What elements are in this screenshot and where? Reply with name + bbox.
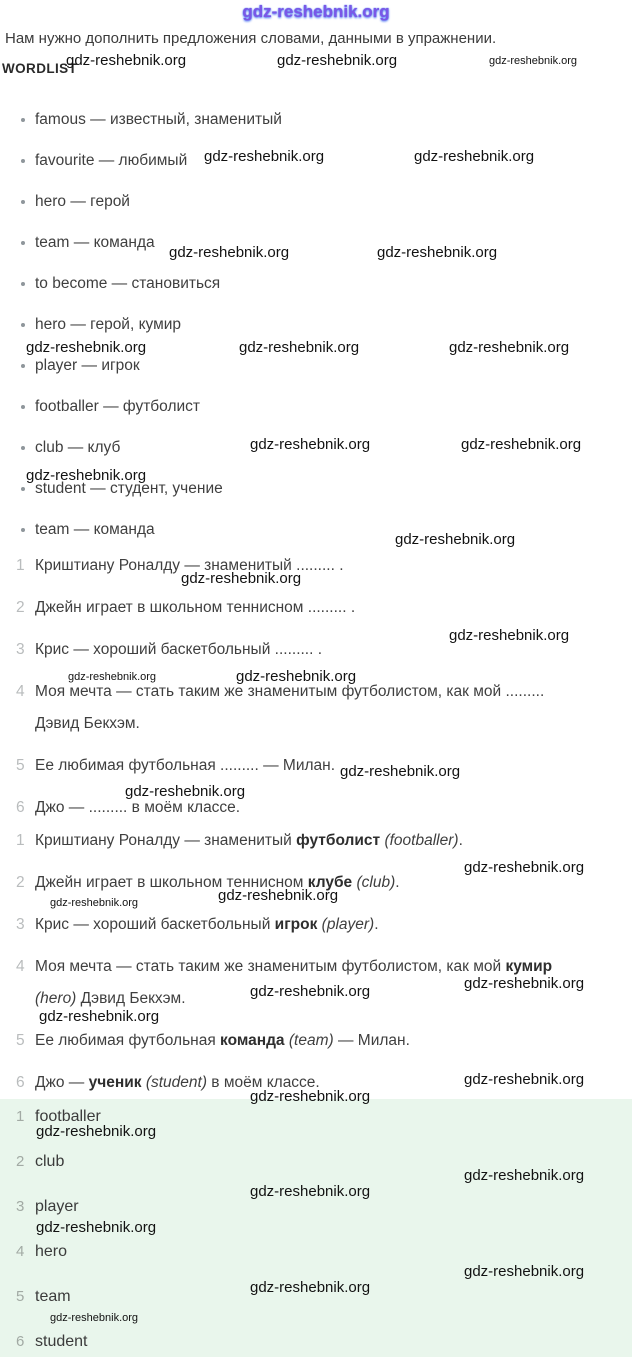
watermark: gdz-reshebnik.org [449,627,570,644]
exercise-text: Ее любимая футбольная ......... — Милан. [35,757,336,774]
answer-tail [35,983,632,1015]
answer-word-en: (player) [321,916,375,933]
answer-tail [356,874,399,891]
bullet-icon [21,200,25,204]
answer-pre: Криштиану Роналду — знаменитый [35,832,297,849]
watermark: gdz-reshebnik.org [250,1183,371,1200]
watermark: gdz-reshebnik.org [340,763,461,780]
answer-text [35,1067,632,1099]
watermark: gdz-reshebnik.org [377,244,498,261]
answer-text [35,1025,632,1057]
answer-number: 4 [16,958,25,975]
watermark: gdz-reshebnik.org [50,897,139,909]
answer-text [35,909,632,941]
wordlist-text: hero — герой, кумир [35,316,182,333]
answer-word-en: (student) [145,1074,207,1091]
wordlist-item [0,439,632,457]
bullet-icon [21,405,25,409]
exercise-text: Джо — ......... в моём классе. [35,799,241,816]
answer-word-en: (footballer) [384,832,459,849]
answer-number: 1 [16,832,25,849]
wordlist-item [0,275,632,293]
answer-tail [146,1074,320,1091]
watermark: gdz-reshebnik.org [395,531,516,548]
watermark: gdz-reshebnik.org [464,975,585,992]
wordlist-text: famous — известный, знаменитый [35,111,282,128]
exercise-list [0,550,632,824]
watermark: gdz-reshebnik.org [449,339,570,356]
answer-word-en: (hero) [35,990,77,1007]
final-answer-item [0,1107,632,1127]
watermark: gdz-reshebnik.org [464,1263,585,1280]
answer-word-en: (team) [288,1032,334,1049]
final-answer-number: 1 [16,1108,25,1125]
answer-item [0,1067,632,1099]
answer-pre: Моя мечта — стать таким же знаменитым футболистом, как мой [35,958,506,975]
final-answer-number: 2 [16,1153,25,1170]
final-answer-item [0,1152,632,1172]
watermark: gdz-reshebnik.org [464,1071,585,1088]
exercise-item [0,550,632,582]
wordlist-item [0,480,632,498]
answer-number: 3 [16,916,25,933]
exercise-item [0,792,632,824]
wordlist-text: to become — становиться [35,275,221,292]
final-answer-word: student [35,1333,88,1350]
answer-tail [289,1032,410,1049]
watermark: gdz-reshebnik.org [489,55,578,67]
watermark: gdz-reshebnik.org [169,244,290,261]
watermark: gdz-reshebnik.org [218,887,339,904]
exercise-text: Джейн играет в школьном теннисном ......... . [35,599,356,616]
wordlist-item [0,111,632,129]
final-answer-word: player [35,1198,79,1215]
final-answer-item [0,1197,632,1217]
answer-word-ru: футболист [296,832,381,849]
exercise-text: Моя мечта — стать таким же знаменитым футболистом, как мой ......... [35,683,545,700]
exercise-item [0,634,632,666]
bullet-icon [21,118,25,122]
watermark: gdz-reshebnik.org [125,783,246,800]
answer-word-en: (club) [356,874,396,891]
watermark: gdz-reshebnik.org [250,983,371,1000]
exercise-number: 2 [16,599,25,616]
bullet-icon [21,323,25,327]
answer-pre: Крис — хороший баскетбольный [35,916,275,933]
final-answer-list [0,1107,632,1352]
answer-word-ru: клубе [307,874,353,891]
bullet-icon [21,282,25,286]
bullet-icon [21,446,25,450]
bullet-icon [21,241,25,245]
watermark: gdz-reshebnik.org [250,436,371,453]
answer-item [0,1025,632,1057]
watermark: gdz-reshebnik.org [464,1167,585,1184]
watermark: gdz-reshebnik.org [239,339,360,356]
main-content [0,30,632,1099]
exercise-text: Крис — хороший баскетбольный ......... . [35,641,323,658]
exercise-number: 1 [16,557,25,574]
answer-word-ru: ученик [88,1074,142,1091]
final-answer-word: hero [35,1243,68,1260]
answer-post: . [395,874,400,891]
final-answer-word: footballer [35,1108,101,1125]
wordlist-item [0,521,632,539]
final-answer-item [0,1242,632,1262]
watermark: gdz-reshebnik.org [39,1008,160,1025]
exercise-item [0,750,632,782]
final-answers-section [0,1099,632,1357]
answer-tail [322,916,379,933]
wordlist [0,111,632,539]
answer-item [0,951,632,1015]
wordlist-item [0,398,632,416]
wordlist-item [0,193,632,211]
watermark: gdz-reshebnik.org [414,148,535,165]
watermark: gdz-reshebnik.org [26,339,147,356]
exercise-number: 4 [16,683,25,700]
wordlist-text: favourite — любимый [35,152,188,169]
wordlist-title: WORDLIST [2,61,78,76]
answer-text [35,951,632,1015]
bullet-icon [21,528,25,532]
answer-post: в моём классе. [206,1074,320,1091]
watermark: gdz-reshebnik.org [66,52,187,69]
wordlist-item [0,316,632,334]
watermark: gdz-reshebnik.org [26,467,147,484]
watermark: gdz-reshebnik.org [181,570,302,587]
answer-tail [384,832,462,849]
final-answer-number: 6 [16,1333,25,1350]
wordlist-item [0,152,632,170]
final-answer-item [0,1332,632,1352]
wordlist-text: student — студент, учение [35,480,223,497]
exercise-text: Криштиану Роналду — знаменитый ......... . [35,557,344,574]
answer-item [0,867,632,899]
answer-item [0,825,632,857]
answer-list [0,825,632,1099]
answer-word-ru: команда [220,1032,285,1049]
answer-pre: Джейн играет в школьном теннисном [35,874,308,891]
final-answer-number: 4 [16,1243,25,1260]
answer-word-ru: игрок [274,916,318,933]
answer-number: 6 [16,1074,25,1091]
bullet-icon [21,159,25,163]
answer-pre: Ее любимая футбольная [35,1032,221,1049]
exercise-item [0,676,632,740]
watermark: gdz-reshebnik.org [204,148,325,165]
wordlist-text: hero — герой [35,193,130,210]
wordlist-text: team — команда [35,234,155,251]
final-answer-number: 3 [16,1198,25,1215]
answer-post: . [458,832,463,849]
answer-post: Дэвид Бекхэм. [76,990,186,1007]
watermark: gdz-reshebnik.org [277,52,398,69]
wordlist-text: player — игрок [35,357,140,374]
answer-number: 5 [16,1032,25,1049]
watermark: gdz-reshebnik.org [36,1219,157,1236]
answer-word-ru: кумир [505,958,553,975]
watermark: gdz-reshebnik.org [50,1312,139,1324]
answer-item [0,909,632,941]
exercise-text-line2: Дэвид Бекхэм. [35,715,140,732]
watermark: gdz-reshebnik.org [250,1279,371,1296]
answer-text [35,825,632,857]
watermark: gdz-reshebnik.org [236,668,357,685]
exercise-item [0,592,632,624]
final-answer-number: 5 [16,1288,25,1305]
wordlist-text: footballer — футболист [35,398,201,415]
watermark: gdz-reshebnik.org [461,436,582,453]
wordlist-text: team — команда [35,521,155,538]
exercise-number: 5 [16,757,25,774]
exercise-number: 6 [16,799,25,816]
exercise-number: 3 [16,641,25,658]
watermark: gdz-reshebnik.org [36,1123,157,1140]
wordlist-item [0,357,632,375]
task-instruction: Нам нужно дополнить предложения словами, данными в упражнении. [5,30,497,47]
wordlist-item [0,234,632,252]
final-answer-item [0,1287,632,1307]
watermark-title: gdz-reshebnik.org [242,2,390,21]
watermark: gdz-reshebnik.org [68,671,157,683]
watermark: gdz-reshebnik.org [250,1088,371,1105]
watermark: gdz-reshebnik.org [464,859,585,876]
answer-post: . [374,916,379,933]
wordlist-text: club — клуб [35,439,121,456]
answer-pre: Джо — [35,1074,89,1091]
final-answer-word: team [35,1288,71,1305]
bullet-icon [21,364,25,368]
answer-post: — Милан. [333,1032,410,1049]
answer-text [35,867,632,899]
final-answer-word: club [35,1153,65,1170]
bullet-icon [21,487,25,491]
answer-number: 2 [16,874,25,891]
